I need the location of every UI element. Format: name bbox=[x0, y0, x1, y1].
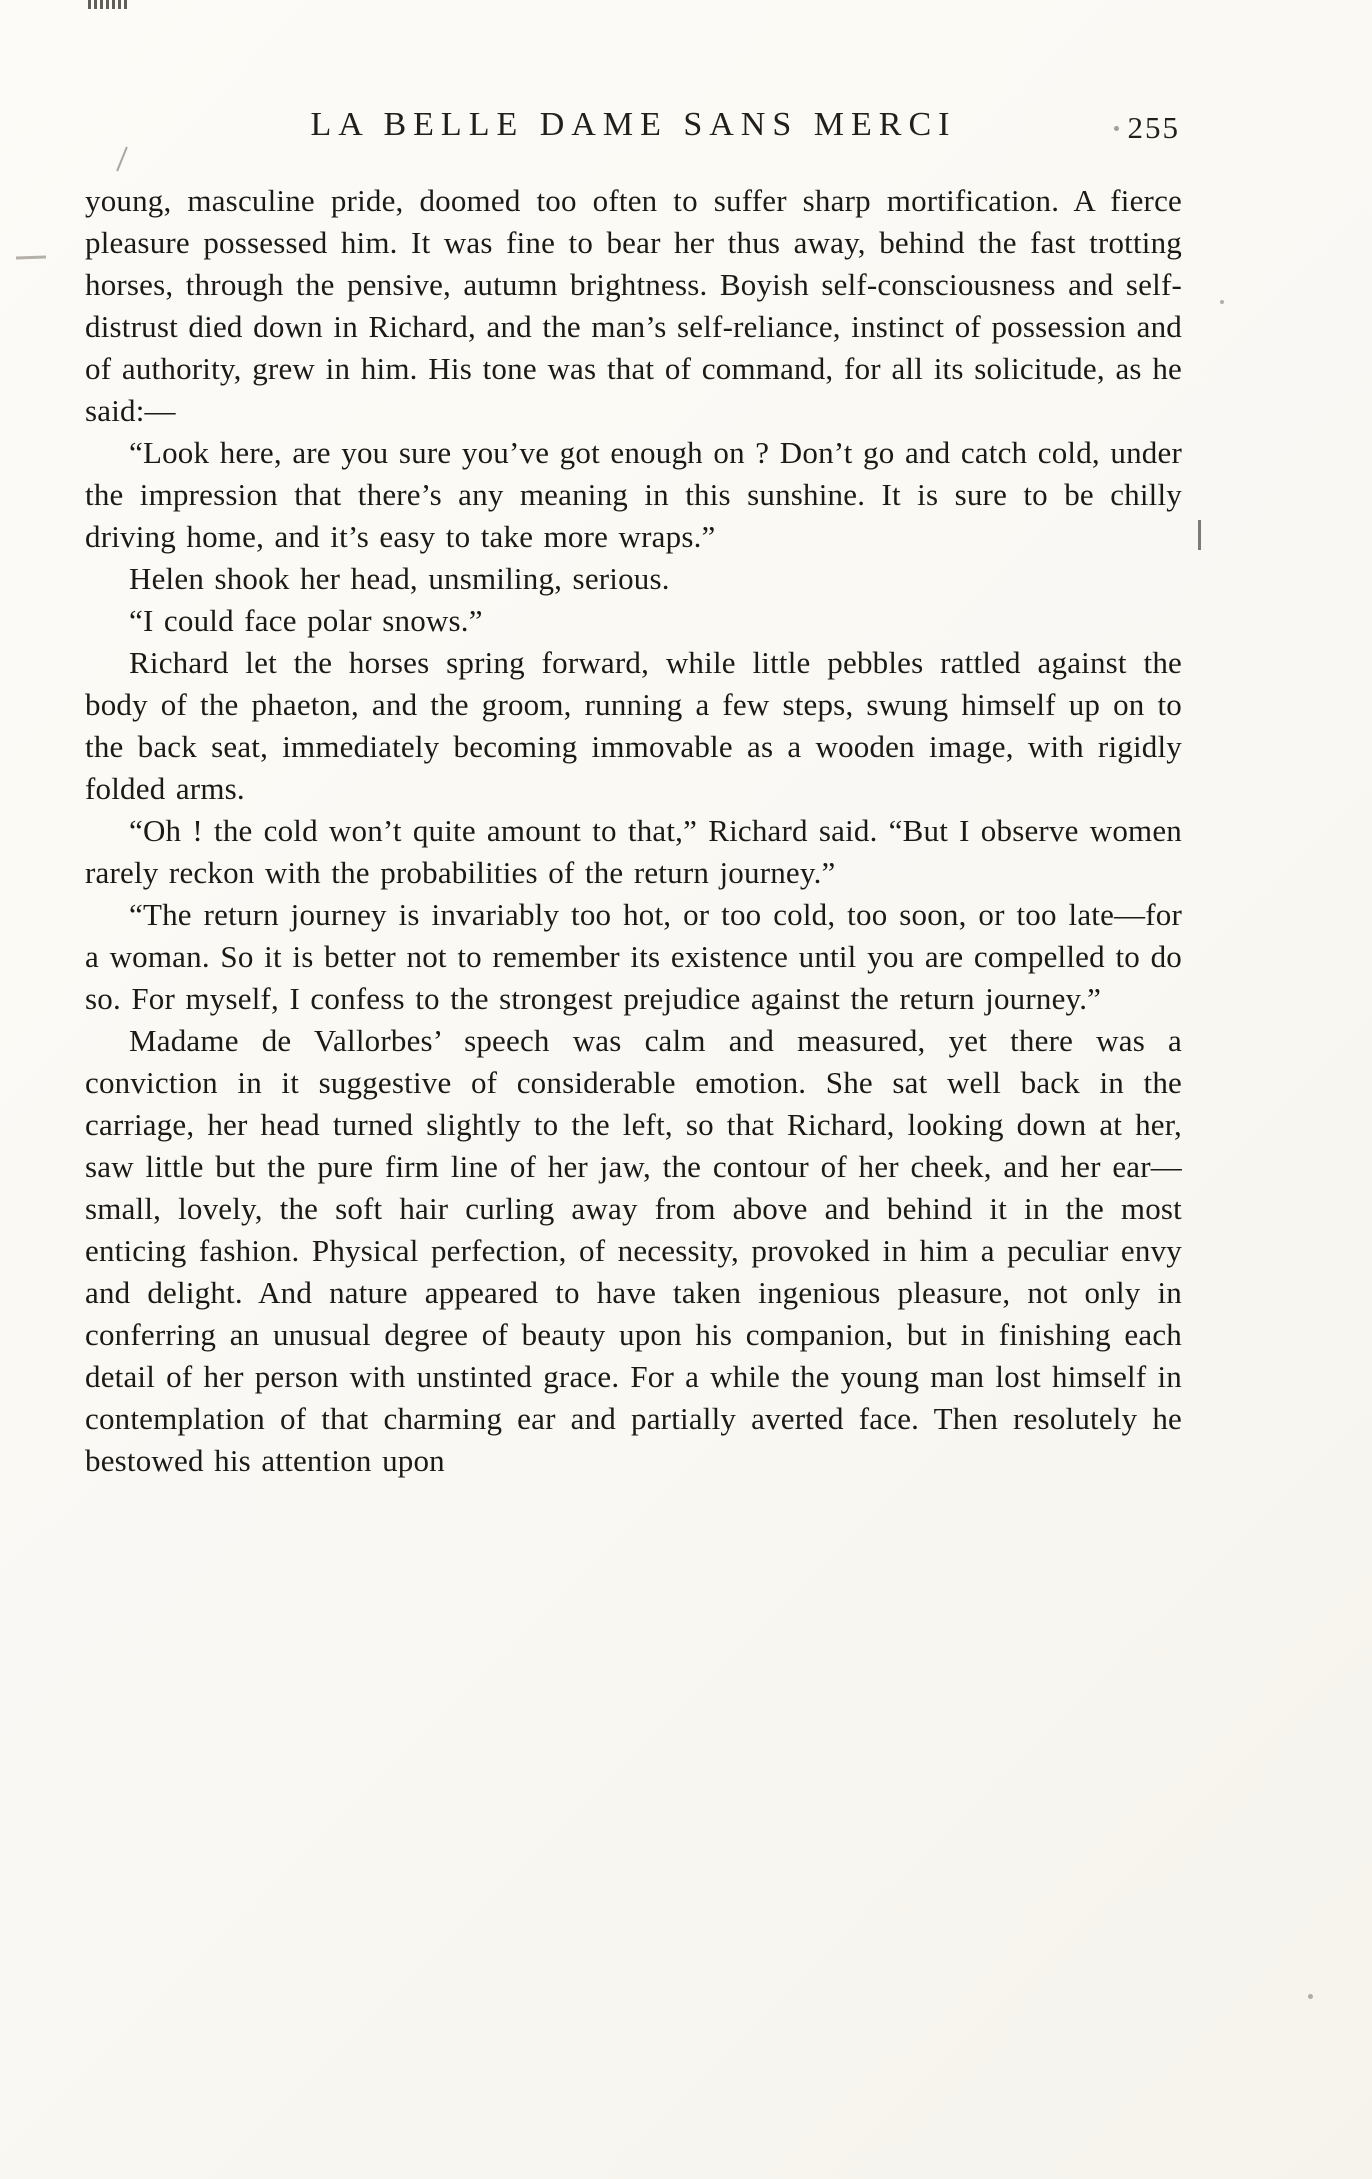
scan-artifact-corner-mark bbox=[88, 0, 128, 9]
text-block bbox=[85, 180, 1182, 1482]
paragraph-dialogue: “The return journey is invariably too hot, or too cold, too soon, or too late—for a woman. So it is better not to remember its existence until you are compelled to do so. For myself, I confess to the strongest prejudice against the return journey.” bbox=[85, 897, 1182, 1016]
paragraph-narrative: Richard let the horses spring forward, while little pebbles rattled against the body of the phaeton, and the groom, running a few steps, swung himself up on to the back seat, immediately becoming immovable as a wooden image, with rigidly folded arms. bbox=[85, 645, 1182, 806]
page-header bbox=[85, 106, 1182, 152]
paragraph-narrative: Madame de Vallorbes’ speech was calm and measured, yet there was a conviction in it suggestive of considerable emotion. She sat well back in the carriage, her head turned slightly to the left, so that Richard, looking down at her, saw little but the pure firm line of her jaw, the contour of her cheek, and her ear—small, lovely, the soft hair curling away from above and behind it in the most enticing fashion. Physical perfection, of necessity, provoked in him a peculiar envy and delight. And nature appeared to have taken ingenious pleasure, not only in conferring an unusual degree of beauty upon his companion, but in finishing each detail of her person with unstinted grace. For a while the young man lost himself in contemplation of that charming ear and partially averted face. Then resolutely he bestowed his attention upon bbox=[85, 1023, 1182, 1478]
page-number: 255 bbox=[1127, 110, 1180, 145]
scan-artifact-dot bbox=[1220, 300, 1224, 304]
scan-artifact-margin-dash bbox=[16, 255, 46, 259]
running-title: LA BELLE DAME SANS MERCI bbox=[310, 106, 957, 143]
scan-artifact-dot bbox=[1308, 1994, 1313, 1999]
paragraph-dialogue: “Oh ! the cold won’t quite amount to that,” Richard said. “But I observe women rarely reckon with the probabilities of the return journey.” bbox=[85, 813, 1182, 890]
paragraph-continuation: young, masculine pride, doomed too often to suffer sharp mortification. A fierce pleasure possessed him. It was fine to bear her thus away, behind the fast trotting horses, through the pensive, autumn brightness. Boyish self-consciousness and self-distrust died down in Richard, and the man’s self-reliance, instinct of possession and of authority, grew in him. His tone was that of command, for all its solicitude, as he said:— bbox=[85, 183, 1182, 428]
scan-artifact-stray-bar bbox=[1198, 520, 1201, 550]
paragraph-dialogue: “Look here, are you sure you’ve got enough on ? Don’t go and catch cold, under the impression that there’s any meaning in this sunshine. It is sure to be chilly driving home, and it’s easy to take more wraps.” bbox=[85, 435, 1182, 554]
paragraph-dialogue: “I could face polar snows.” bbox=[129, 603, 483, 638]
paragraph-narrative: Helen shook her head, unsmiling, serious. bbox=[129, 561, 670, 596]
